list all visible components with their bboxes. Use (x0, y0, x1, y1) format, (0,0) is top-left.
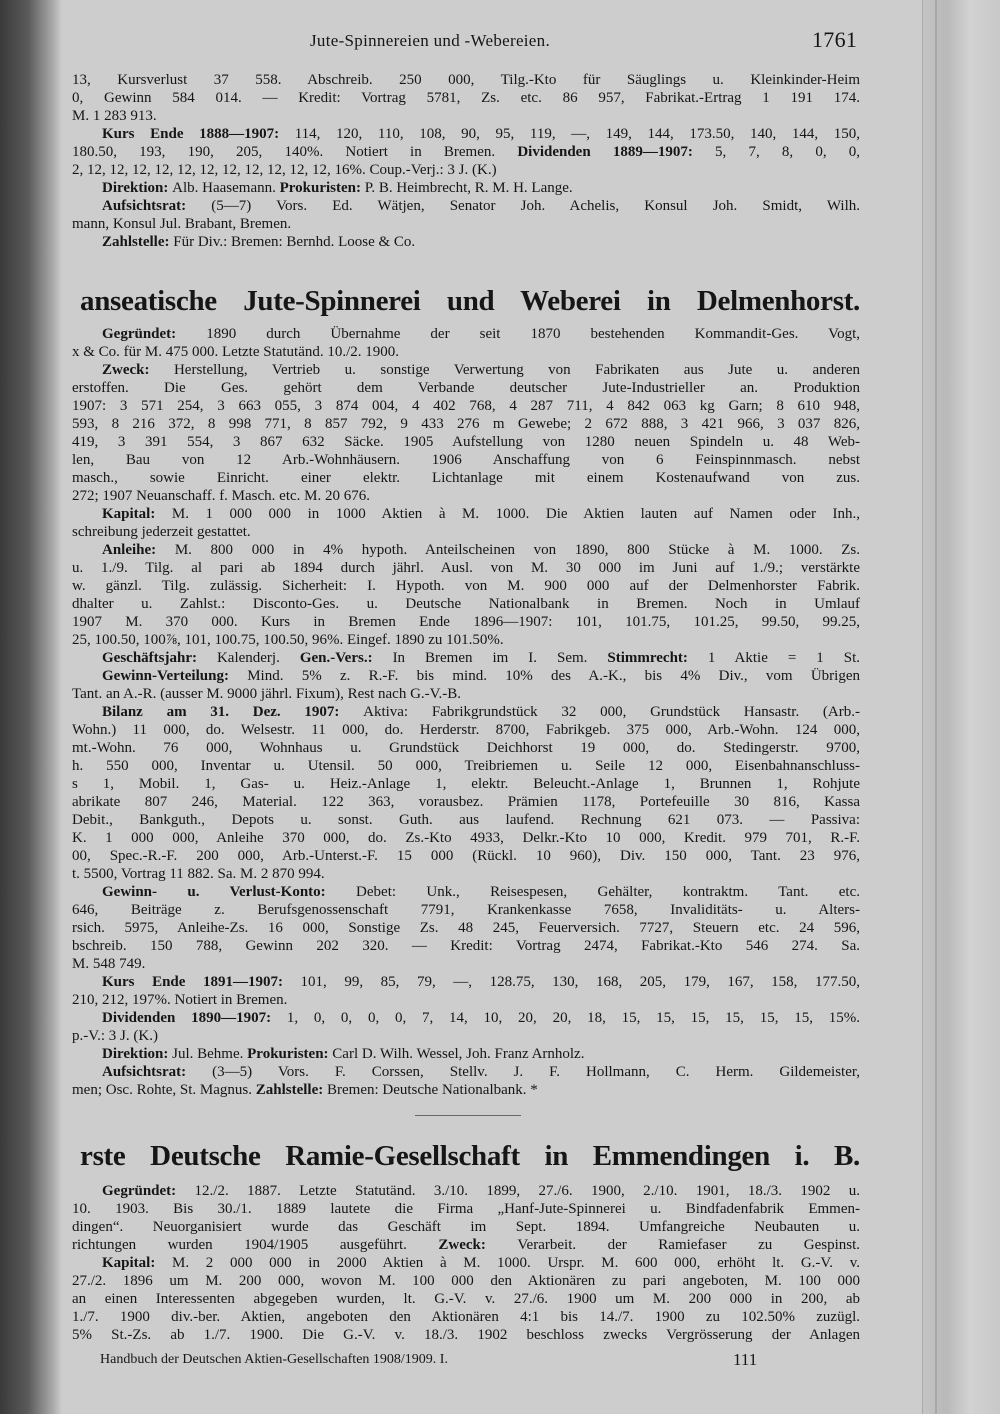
entry-text: 593, 8 216 372, 8 998 771, 8 857 792, 9 433 276 m Gewebe; 2 672 888, 3 421 966, 3 037 826, (72, 416, 860, 432)
text-line (72, 523, 860, 541)
entry-text: 00, Spec.-R.-F. 200 000, Arb.-Unterst.-F. 15 000 (Rückl. 10 960), Div. 150 000, Tant. 23 976, (72, 848, 860, 864)
entry-text: dingen“. Neuorganisiert wurde das Geschäft im Sept. 1894. Umfangreiche Neubauten u. (72, 1219, 860, 1235)
entry-text: 27./2. 1896 um M. 200 000, wovon M. 100 000 den Aktionären zu pari angeboten, M. 100 000 (72, 1273, 860, 1289)
text-line (72, 631, 860, 649)
text-line (72, 161, 860, 179)
entry-text: h. 550 000, Inventar u. Utensil. 50 000, Treibriemen u. Seile 12 000, Eisenbahnanschluss- (72, 758, 860, 774)
entry-label: Direktion: (102, 180, 173, 196)
text-line (72, 1027, 860, 1045)
text-line (72, 703, 860, 721)
text-line (72, 433, 860, 451)
text-line (72, 649, 860, 667)
entry-text: Jul. Behme. (172, 1046, 248, 1062)
text-line (72, 197, 860, 215)
text-line (72, 179, 860, 197)
text-line (72, 757, 860, 775)
text-line (72, 325, 860, 343)
text-line (72, 1254, 860, 1272)
entry-label: Prokuristen: (279, 180, 365, 196)
entry-text: s 1, Mobil. 1, Gas- u. Heiz.-Anlage 1, elektr. Beleucht.-Anlage 1, Brunnen 1, Rohjute (72, 776, 860, 792)
entry-text: Wohn.) 11 000, do. Welsestr. 11 000, do. Herderstr. 8700, Fabrikgeb. 375 000, Arb.-Wohn. 124 000, (72, 722, 860, 738)
text-line (72, 595, 860, 613)
section-erste-deutsche-ramie (72, 1182, 860, 1344)
section-separator (415, 1115, 521, 1116)
entry-text: 114, 120, 110, 108, 90, 95, 119, —, 149, 144, 173.50, 140, 144, 150, (294, 126, 860, 142)
entry-label: Gegründet: (102, 1183, 195, 1199)
entry-text: Verarbeit. der Ramiefaser zu Gespinst. (517, 1237, 860, 1253)
text-line (72, 829, 860, 847)
entry-text: M. 1 000 000 in 1000 Aktien à M. 1000. Die Aktien lauten auf Namen oder Inh., (171, 506, 860, 522)
entry-text: In Bremen im I. Sem. (392, 650, 608, 666)
text-line (72, 379, 860, 397)
entry-label: Stimmrecht: (607, 650, 708, 666)
entry-label: Prokuristen: (247, 1046, 333, 1062)
text-line (72, 1308, 860, 1326)
text-line (72, 973, 860, 991)
text-line (72, 397, 860, 415)
entry-label: Aufsichtsrat: (102, 1064, 213, 1080)
entry-text: u. 1./9. Tilg. al pari ab 1894 durch jährl. Ausl. von M. 30 000 im Juni auf 1./9.; verstärkte (72, 560, 860, 576)
entry-text: K. 1 000 000, Anleihe 370 000, do. Zs.-Kto 4933, Delkr.-Kto 10 000, Kredit. 979 701, R.-F. (72, 830, 860, 846)
text-line (72, 883, 860, 901)
entry-text: x & Co. für M. 475 000. Letzte Statutänd. 10./2. 1900. (72, 344, 400, 360)
entry-text: Debet: Unk., Reisespesen, Gehälter, kontraktm. Tant. etc. (356, 884, 860, 900)
entry-label: Anleihe: (102, 542, 175, 558)
entry-label: Gewinn-Verteilung: (102, 668, 248, 684)
entry-text: Für Div.: Bremen: Bernhd. Loose & Co. (173, 234, 416, 250)
entry-label: Gegründet: (102, 326, 207, 342)
entry-text: 1, 0, 0, 0, 0, 7, 14, 10, 20, 20, 18, 15, 15, 15, 15, 15, 15, 15%. (286, 1010, 860, 1026)
entry-text: M. 548 749. (72, 956, 146, 972)
text-line (72, 1009, 860, 1027)
entry-text: 210, 212, 197%. Notiert in Bremen. (72, 992, 288, 1008)
text-line (72, 1200, 860, 1218)
text-line (72, 1326, 860, 1344)
text-line (72, 1081, 860, 1099)
text-line (72, 505, 860, 523)
entry-label: Zweck: (102, 362, 174, 378)
company-heading-hanseatische: anseatische Jute-Spinnerei und Weberei in Delmenhorst. (80, 285, 860, 317)
entry-label: Kapital: (102, 1255, 173, 1271)
text-line (72, 613, 860, 631)
entry-text: rsich. 5975, Anleihe-Zs. 16 000, Sonstige Zs. 48 245, Feuerversich. 7727, Steuern etc. 24 596, (72, 920, 860, 936)
page-gutter-shadow (0, 0, 62, 1414)
text-line (72, 451, 860, 469)
entry-label: Direktion: (102, 1046, 173, 1062)
text-line (72, 215, 860, 233)
entry-text: 272; 1907 Neuanschaff. f. Masch. etc. M. 20 676. (72, 488, 370, 504)
entry-label: Dividenden 1890—1907: (102, 1010, 287, 1026)
entry-text: mann, Konsul Jul. Brabant, Bremen. (72, 216, 292, 232)
text-line (72, 1236, 860, 1254)
text-line (72, 739, 860, 757)
entry-text: M. 800 000 in 4% hypoth. Anteilscheinen von 1890, 800 Stücke à M. 1000. Zs. (174, 542, 860, 558)
entry-text: 1 Aktie = 1 St. (707, 650, 860, 666)
text-line (72, 811, 860, 829)
text-line (72, 487, 860, 505)
entry-text: Mind. 5% z. R.-F. bis mind. 10% des A.-K., bis 4% Div., vom Übrigen (247, 668, 860, 684)
entry-text: Kalenderj. (216, 650, 300, 666)
text-line (72, 901, 860, 919)
text-line (72, 89, 860, 107)
text-line (72, 1063, 860, 1081)
entry-text: richtungen wurden 1904/1905 ausgeführt. (72, 1237, 439, 1253)
entry-text: 1./7. 1900 div.-ber. Aktien, angeboten den Aktionären 4:1 bis 14./7. 1900 zu 102.50% zuzügl. (72, 1309, 860, 1325)
text-line (72, 847, 860, 865)
entry-text: 180.50, 193, 190, 205, 140%. Notiert in Bremen. (72, 144, 518, 160)
entry-text: Bremen: Deutsche Nationalbank. * (327, 1082, 538, 1098)
entry-text: men; Osc. Rohte, St. Magnus. (72, 1082, 256, 1098)
entry-text: 2, 12, 12, 12, 12, 12, 12, 12, 12, 12, 12, 12, 16%. Coup.-Verj.: 3 J. (K.) (72, 162, 497, 178)
text-line (72, 775, 860, 793)
entry-text: (3—5) Vors. F. Corssen, Stellv. J. F. Hollmann, C. Herm. Gildemeister, (212, 1064, 860, 1080)
text-line (72, 559, 860, 577)
entry-text: p.-V.: 3 J. (K.) (72, 1028, 158, 1044)
text-line (72, 1182, 860, 1200)
page-edge (922, 0, 1000, 1414)
text-line (72, 415, 860, 433)
entry-text: w. gänzl. Tilg. zulässig. Sicherheit: I. Hypoth. von M. 900 000 auf der Delmenhorster Fabrik. (72, 578, 860, 594)
entry-label: Zahlstelle: (102, 234, 174, 250)
text-line (72, 991, 860, 1009)
entry-label: Zweck: (438, 1237, 518, 1253)
entry-label: Dividenden 1889—1907: (517, 144, 716, 160)
entry-text: 13, Kursverlust 37 558. Abschreib. 250 000, Tilg.-Kto für Säuglings u. Kleinkinder-Heim (72, 72, 860, 88)
entry-text: Debit., Bankguth., Depots u. sonst. Guth. aus laufend. Rechnung 621 073. — Passiva: (72, 812, 860, 828)
entry-text: Carl D. Wilh. Wessel, Joh. Franz Arnholz. (332, 1046, 585, 1062)
text-line (72, 469, 860, 487)
entry-text: 25, 100.50, 100⅞, 101, 100.75, 100.50, 96%. Eingef. 1890 zu 101.50%. (72, 632, 504, 648)
entry-text: Tant. an A.-R. (ausser M. 9000 jährl. Fixum), Rest nach G.-V.-B. (72, 686, 462, 702)
entry-text: 419, 3 391 554, 3 867 632 Säcke. 1905 Aufstellung von 1280 neuen Spindeln u. 48 Web- (72, 434, 860, 450)
entry-label: Gewinn- u. Verlust-Konto: (102, 884, 357, 900)
entry-text: len, Bau von 12 Arb.-Wohnhäusern. 1906 Anschaffung von 6 Feinspinnmasch. nebst (72, 452, 860, 468)
entry-text: 5, 7, 8, 0, 0, (715, 144, 860, 160)
entry-text: 0, Gewinn 584 014. — Kredit: Vortrag 5781, Zs. etc. 86 957, Fabrikat.-Ertrag 1 191 174. (72, 90, 860, 106)
text-line (72, 1272, 860, 1290)
text-line (72, 919, 860, 937)
running-title: Jute-Spinnereien und -Webereien. (310, 31, 551, 50)
entry-text: 10. 1903. Bis 30./1. 1889 lautete die Firma „Hanf-Jute-Spinnerei u. Bindfadenfabrik Emmen- (72, 1201, 860, 1217)
entry-text: schreibung jederzeit gestattet. (72, 524, 251, 540)
entry-text: mt.-Wohn. 76 000, Wohnhaus u. Grundstück Deichhorst 19 000, do. Stedingerstr. 9700, (72, 740, 860, 756)
text-line (72, 125, 860, 143)
entry-label: Zahlstelle: (255, 1082, 327, 1098)
entry-text: bschreib. 150 788, Gewinn 202 320. — Kredit: Vortrag 2474, Fabrikat.-Kto 546 274. Sa. (72, 938, 860, 954)
footer-book-title: Handbuch der Deutschen Aktien-Gesellschaften 1908/1909. I. (100, 1352, 448, 1367)
text-line (72, 107, 860, 125)
entry-text: M. 2 000 000 in 2000 Aktien à M. 1000. Urspr. M. 600 000, erhöht lt. G.-V. v. (172, 1255, 860, 1271)
entry-text: an einen Interessenten abgegeben wurden, lt. G.-V. v. 27./6. 1900 um M. 200 000 in 200, ab (72, 1291, 860, 1307)
text-line (72, 361, 860, 379)
entry-text: 1907 M. 370 000. Kurs in Bremen Ende 1896—1907: 101, 101.75, 101.25, 99.50, 99.25, (72, 614, 860, 630)
entry-text: 5% St.-Zs. ab 1./7. 1900. Die G.-V. v. 18./3. 1902 beschloss zwecks Vergrösserung der Anlagen (72, 1327, 860, 1343)
entry-text: 101, 99, 85, 79, —, 128.75, 130, 168, 205, 179, 167, 158, 177.50, (300, 974, 860, 990)
text-line (72, 143, 860, 161)
entry-text: 1907: 3 571 254, 3 663 055, 3 874 004, 4 402 768, 4 287 711, 4 842 063 kg Garn; 8 610 948, (72, 398, 860, 414)
text-line (72, 865, 860, 883)
entry-text: 646, Beiträge z. Berufsgenossenschaft 7791, Krankenkasse 7658, Invaliditäts- u. Alters- (72, 902, 860, 918)
entry-label: Kurs Ende 1888—1907: (102, 126, 295, 142)
page-number: 1761 (812, 27, 858, 52)
text-line (72, 667, 860, 685)
entry-text: t. 5500, Vortrag 11 882. Sa. M. 2 870 994. (72, 866, 325, 882)
section-previous-company-continued (72, 71, 860, 251)
text-line (72, 1290, 860, 1308)
entry-label: Gen.-Vers.: (299, 650, 393, 666)
entry-text: Alb. Haasemann. (172, 180, 280, 196)
entry-text: Aktiva: Fabrikgrundstück 32 000, Grundstück Hansastr. (Arb.- (363, 704, 860, 720)
text-line (72, 685, 860, 703)
text-line (72, 937, 860, 955)
entry-label: Kurs Ende 1891—1907: (102, 974, 301, 990)
entry-text: 1890 durch Übernahme der seit 1870 bestehenden Kommandit-Ges. Vogt, (206, 326, 860, 342)
text-line (72, 71, 860, 89)
entry-text: M. 1 283 913. (72, 108, 157, 124)
entry-label: Geschäftsjahr: (102, 650, 217, 666)
text-line (72, 233, 860, 251)
text-line (72, 1045, 860, 1063)
footer-sheet-number: 111 (733, 1350, 758, 1369)
text-line (72, 343, 860, 361)
entry-text: abrikate 807 246, Material. 122 363, vorausbez. Prämien 1178, Portefeuille 30 816, Kassa (72, 794, 860, 810)
text-line (72, 1218, 860, 1236)
entry-text: (5—7) Vors. Ed. Wätjen, Senator Joh. Achelis, Konsul Joh. Smidt, Wilh. (211, 198, 860, 214)
text-line (72, 793, 860, 811)
text-line (72, 721, 860, 739)
entry-text: P. B. Heimbrecht, R. M. H. Lange. (364, 180, 573, 196)
entry-text: masch., sowie Einricht. einer elektr. Lichtanlage mit einem Kostenaufwand von zus. (72, 470, 860, 486)
company-heading-ramie: rste Deutsche Ramie-Gesellschaft in Emmendingen i. B. (80, 1140, 860, 1172)
entry-text: erstoffen. Die Ges. gehört dem Verbande deutscher Jute-Industrieller an. Produktion (72, 380, 860, 396)
text-line (72, 955, 860, 973)
entry-text: 12./2. 1887. Letzte Statutänd. 3./10. 1899, 27./6. 1900, 2./10. 1901, 18./3. 1902 u. (194, 1183, 860, 1199)
entry-text: dhalter u. Zahlst.: Disconto-Ges. u. Deutsche Nationalbank in Bremen. Noch in Umlauf (72, 596, 860, 612)
entry-label: Kapital: (102, 506, 172, 522)
entry-label: Aufsichtsrat: (102, 198, 212, 214)
text-line (72, 577, 860, 595)
entry-text: Herstellung, Vertrieb u. sonstige Verwertung von Fabrikaten aus Jute u. anderen (173, 362, 860, 378)
section-hanseatische-jute (72, 325, 860, 1099)
entry-label: Bilanz am 31. Dez. 1907: (102, 704, 364, 720)
text-line (72, 541, 860, 559)
